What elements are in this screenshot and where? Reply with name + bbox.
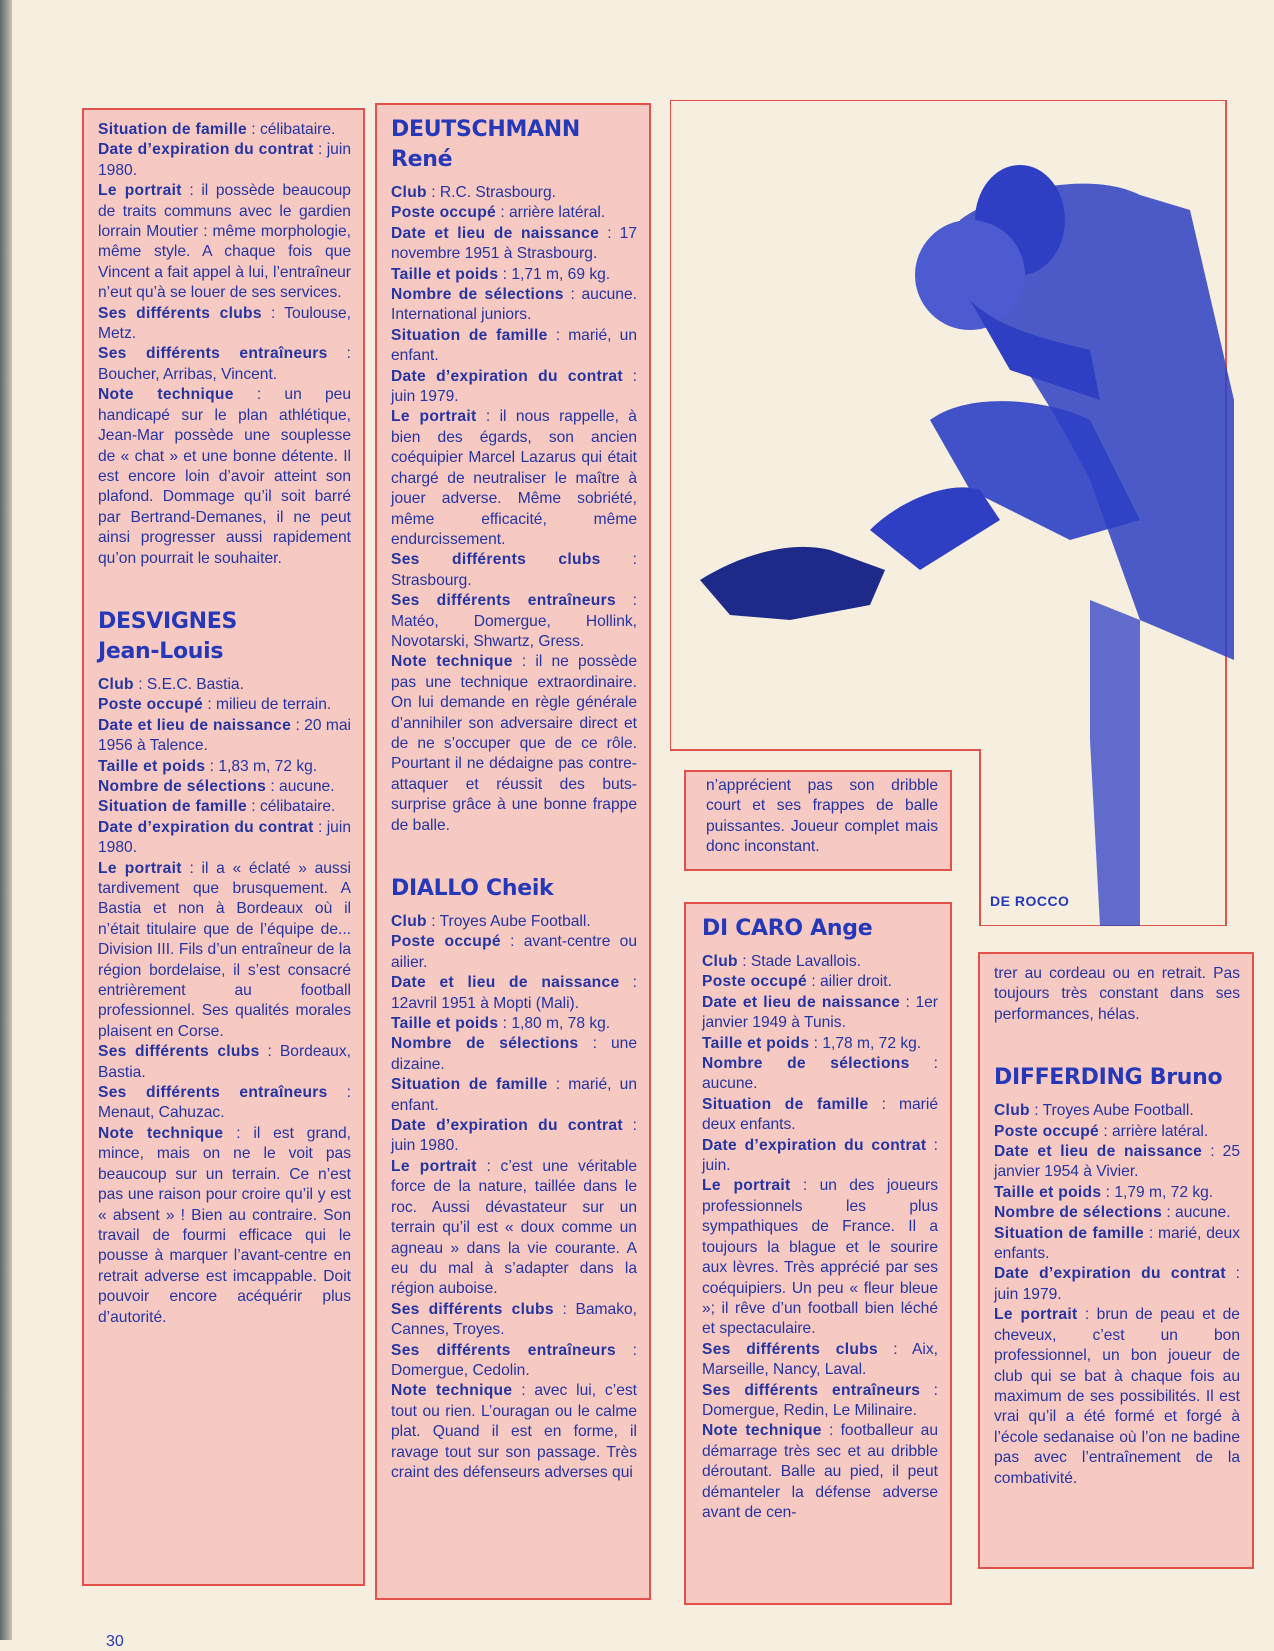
field-label: Club	[702, 953, 738, 970]
field-text: : 12avril 1951 à Mopti (Mali).	[391, 974, 637, 1012]
field-text: : Troyes Aube Football.	[426, 913, 591, 930]
field-text: : Domergue, Redin, Le Milinaire.	[702, 1381, 938, 1419]
field-label: Taille et poids	[994, 1183, 1102, 1201]
field-paragraph	[994, 1264, 1240, 1305]
field-paragraph	[391, 367, 637, 408]
field-paragraph	[391, 285, 637, 326]
field-label: Date et lieu de naissance	[391, 224, 600, 242]
field-text: : Matéo, Domergue, Hollink, Novotarski, Shwartz, Gress.	[391, 592, 637, 650]
field-paragraph	[702, 972, 938, 992]
field-label: Situation de famille	[994, 1224, 1144, 1242]
player-name-diallo: DIALLO Cheik	[391, 876, 554, 901]
field-label: Club	[391, 913, 427, 930]
field-label: Ses différents clubs	[98, 1043, 260, 1061]
field-paragraph	[391, 932, 637, 973]
field-label: Ses différents entraîneurs	[391, 1341, 616, 1359]
field-label: Taille et poids	[391, 1015, 499, 1033]
field-paragraph	[994, 1224, 1240, 1265]
field-paragraph	[994, 1305, 1240, 1489]
field-paragraph	[702, 1034, 938, 1054]
field-label: Date et lieu de naissance	[391, 974, 620, 992]
field-label: Situation de famille	[98, 121, 247, 138]
field-paragraph	[391, 1341, 637, 1382]
field-label: Poste occupé	[98, 696, 203, 714]
field-paragraph	[98, 777, 351, 797]
field-label: Club	[98, 675, 134, 693]
field-paragraph	[391, 912, 637, 932]
field-label: Note technique	[702, 1422, 822, 1440]
field-paragraph	[391, 1014, 637, 1034]
field-label: Note technique	[391, 1382, 513, 1400]
field-label: Date d’expiration du contrat	[702, 1136, 927, 1154]
field-text: : juin 1979.	[994, 1265, 1240, 1303]
field-paragraph	[98, 757, 351, 777]
field-label: Note technique	[391, 653, 513, 671]
field-paragraph	[702, 1381, 938, 1422]
field-text: : il nous rappelle, à bien des égards, son ancien coéquipier Marcel Lazarus qui était chargé de neutraliser le maître à jouer adverse. Même sobriété, même efficacité, même endurcissement.	[391, 408, 637, 548]
field-paragraph	[391, 1300, 637, 1341]
field-label: Ses différents entraîneurs	[391, 592, 616, 610]
field-label: Ses différents clubs	[98, 304, 262, 322]
field-label: Date d’expiration du contrat	[391, 1117, 623, 1135]
field-text: : Bordeaux, Bastia.	[98, 1043, 351, 1081]
page-number: 30	[106, 1633, 124, 1650]
field-text: : milieu de terrain.	[203, 696, 332, 714]
field-text: : 1,78 m, 72 kg.	[809, 1034, 922, 1052]
field-text: : marié, deux enfants.	[994, 1224, 1241, 1263]
field-paragraph	[98, 120, 351, 140]
field-paragraph	[98, 695, 351, 715]
field-paragraph	[391, 1034, 637, 1075]
field-label: Note technique	[98, 1124, 224, 1142]
field-text: : avant-centre ou ailier.	[391, 933, 637, 971]
field-text: : c’est une véritable force de la nature, taillée dans le roc. Aussi dévastateur sur un terrain qu’il est « doux comme un agneau » dans la vie courante. A eu du mal à s’adapter dans la région auboise.	[391, 1157, 637, 1298]
field-text: : 20 mai 1956 à Talence.	[98, 716, 351, 755]
page-binding-edge	[0, 0, 12, 1640]
field-text: : aucune.	[702, 1055, 938, 1093]
field-label: Le portrait	[391, 1157, 477, 1175]
field-paragraph	[98, 304, 351, 345]
field-label: Club	[994, 1102, 1030, 1120]
field-label: Date et lieu de naissance	[994, 1143, 1203, 1161]
field-label: Le portrait	[391, 408, 477, 426]
field-text: : Boucher, Arribas, Vincent.	[98, 345, 352, 383]
photo-caption: DE ROCCO	[990, 893, 1070, 909]
column-1-box	[82, 108, 365, 1586]
field-label: Le portrait	[994, 1306, 1078, 1324]
field-label: Situation de famille	[702, 1095, 869, 1113]
field-text: : juin 1980.	[98, 141, 351, 179]
field-label: Le portrait	[98, 859, 182, 877]
column-2-box	[375, 103, 651, 1600]
field-text: : Domergue, Cedolin.	[391, 1341, 637, 1379]
field-text: : S.E.C. Bastia.	[133, 675, 244, 693]
field-paragraph	[98, 181, 351, 303]
field-label: Le portrait	[98, 182, 182, 200]
field-text: : Stade Lavallois.	[737, 953, 861, 970]
field-text: : un des joueurs professionnels les plus sympathiques de France. Il a toujours la blague et le sourire aux lèvres. Très apprécié par ses coéquipiers. Un peu « fleur bleue »; il rêve d’un football bien léché et spectaculaire.	[702, 1177, 938, 1338]
field-text: : Menaut, Cahuzac.	[98, 1084, 352, 1122]
field-text: : célibataire.	[246, 798, 336, 816]
field-label: Taille et poids	[391, 265, 499, 283]
field-paragraph	[391, 265, 637, 285]
field-text: : Aix, Marseille, Nancy, Laval.	[702, 1340, 938, 1379]
field-text: : aucune. International juniors.	[391, 286, 637, 324]
field-paragraph	[994, 1122, 1240, 1142]
field-label: Ses différents entraîneurs	[98, 345, 328, 363]
field-label: Club	[391, 184, 427, 201]
player-name-dicaro: DI CARO Ange	[702, 916, 873, 941]
field-label: Poste occupé	[391, 204, 496, 222]
field-paragraph	[994, 1142, 1240, 1183]
field-paragraph	[702, 993, 938, 1034]
player-name-differding: DIFFERDING Bruno	[994, 1065, 1223, 1091]
field-text: : il possède beaucoup de traits communs avec le gardien lorrain Moutier : même morphologie, même style. A chaque fois que Vincent a fait appel à lui, l’entraîneur n’eut qu’à se louer de ses services.	[98, 182, 351, 302]
field-label: Le portrait	[702, 1177, 791, 1195]
field-paragraph	[391, 1157, 637, 1300]
field-label: Date d’expiration du contrat	[391, 367, 623, 385]
field-paragraph	[702, 1095, 938, 1136]
field-label: Ses différents clubs	[702, 1340, 879, 1358]
field-paragraph	[702, 952, 938, 972]
field-label: Ses différents clubs	[391, 1300, 554, 1318]
col4-continued-text: trer au cordeau ou en retrait. Pas toujours très constant dans ses performances, hélas.	[994, 965, 1240, 1023]
field-paragraph	[391, 591, 637, 652]
player-entry-differding	[994, 1101, 1240, 1489]
field-text: : célibataire.	[246, 121, 336, 138]
field-label: Situation de famille	[391, 326, 548, 344]
field-text: : il est grand, mince, mais on ne le voit pas beaucoup sur un terrain. Ce n’est pas une raison pour croire qu’il y est « absent » ! Bien au contraire. Son travail de fourmi efficace qui le pousse à marquer l’avant-centre en retrait adverse est imcappable. Doit pouvoir encore acéquérir plus d’autorité.	[98, 1124, 352, 1326]
field-paragraph	[98, 797, 351, 817]
field-paragraph	[98, 859, 351, 1043]
field-label: Situation de famille	[391, 1076, 548, 1094]
field-label: Poste occupé	[994, 1122, 1099, 1140]
field-label: Nombre de sélections	[98, 777, 267, 795]
field-text: : aucune.	[1162, 1204, 1231, 1222]
field-paragraph	[98, 344, 351, 385]
field-paragraph	[391, 1075, 637, 1116]
field-label: Date d’expiration du contrat	[994, 1265, 1226, 1283]
field-text: : 1,71 m, 69 kg.	[498, 265, 611, 283]
player-entry-deutschmann	[391, 183, 637, 836]
field-text: : arrière latéral.	[496, 204, 606, 222]
field-text: : juin 1980.	[98, 818, 351, 857]
field-paragraph	[98, 716, 351, 757]
field-label: Taille et poids	[98, 757, 206, 775]
field-paragraph	[702, 1176, 938, 1339]
field-paragraph	[391, 1381, 637, 1483]
field-paragraph	[702, 1136, 938, 1177]
field-label: Nombre de sélections	[702, 1055, 910, 1073]
field-label: Nombre de sélections	[994, 1204, 1163, 1222]
field-paragraph	[994, 1101, 1240, 1121]
field-text: : 1,79 m, 72 kg.	[1101, 1183, 1214, 1201]
field-paragraph	[702, 1054, 938, 1095]
column-4-box	[978, 952, 1254, 1569]
field-text: : ailier droit.	[807, 973, 892, 991]
field-label: Note technique	[98, 386, 234, 404]
field-text: : R.C. Strasbourg.	[426, 184, 556, 201]
field-paragraph	[98, 1124, 351, 1328]
field-label: Poste occupé	[702, 973, 807, 991]
field-label: Date d’expiration du contrat	[98, 818, 314, 836]
field-text: : Bamako, Cannes, Troyes.	[391, 1300, 637, 1339]
col1-continued-entry	[98, 120, 351, 569]
field-text: : juin.	[702, 1136, 938, 1175]
field-paragraph	[98, 140, 351, 181]
field-text: : marié, un enfant.	[391, 326, 637, 365]
field-label: Taille et poids	[702, 1034, 810, 1052]
field-label: Date et lieu de naissance	[702, 993, 900, 1011]
field-paragraph	[391, 183, 637, 203]
field-text: : il a « éclaté » aussi tardivement que brusquement. A Bastia et non à Bordeaux où il n’était titulaire que de l’équipe de... Division III. Fils d’un entraîneur de la région bordelaise, il s’est consacré entrièrement au football professionnel. Ses qualités morales plaisent en Corse.	[98, 859, 351, 1040]
field-text: : Strasbourg.	[391, 551, 638, 589]
field-label: Ses différents clubs	[391, 551, 601, 569]
field-label: Date et lieu de naissance	[98, 716, 292, 734]
field-text: : un peu handicapé sur le plan athlétique, Jean-Mar possède une souplesse de « chat » et une bonne détente. Il est encore loin d’avoir atteint son plafond. Dommage qu’il soit barré par Bertrand-Demanes, il ne peut ainsi progresser aussi rapidement qu’on pourrait le souhaiter.	[98, 386, 351, 567]
field-label: Date d’expiration du contrat	[98, 141, 314, 159]
field-text: : 25 janvier 1954 à Vivier.	[994, 1143, 1240, 1181]
field-paragraph	[391, 652, 637, 836]
field-paragraph	[98, 1083, 351, 1124]
field-text: : brun de peau et de cheveux, c’est un bon professionnel, un bon joueur de club qui se bat à chaque fois au maximum de ses possibilités. Il est vrai qu’il a été formé et forgé à l’école sedanaise où l’on ne badine pas avec l’entraînement de la combativité.	[994, 1306, 1240, 1487]
column-3-box-lower	[684, 902, 952, 1605]
player-entry-desvignes	[98, 675, 351, 1328]
field-paragraph	[98, 675, 351, 695]
field-paragraph	[994, 1203, 1240, 1223]
field-paragraph	[391, 326, 637, 367]
field-text: : juin 1980.	[391, 1117, 637, 1155]
field-text: : Troyes Aube Football.	[1029, 1102, 1194, 1120]
field-label: Nombre de sélections	[391, 286, 564, 304]
col3-continued-text: n’apprécient pas son dribble court et ses frappes de balle puissantes. Joueur complet mais donc inconstant.	[706, 777, 938, 856]
player-entry-dicaro	[702, 952, 938, 1523]
field-paragraph	[98, 1042, 351, 1083]
field-paragraph	[391, 407, 637, 550]
field-text: : aucune.	[266, 777, 335, 795]
field-text: : avec lui, c’est tout ou rien. L’ouragan ou le calme plat. Quand il est en forme, il ravage tout sur son passage. Très craint des défenseurs adverses qui	[391, 1382, 637, 1481]
field-paragraph	[98, 385, 351, 569]
field-text: : marié, un enfant.	[391, 1076, 637, 1114]
field-text: : 1er janvier 1949 à Tunis.	[702, 993, 938, 1032]
field-label: Ses différents entraîneurs	[702, 1381, 921, 1399]
field-label: Poste occupé	[391, 933, 501, 951]
field-paragraph	[391, 203, 637, 223]
field-text: : 17 novembre 1951 à Strasbourg.	[391, 224, 637, 263]
player-name-desvignes: DESVIGNES	[98, 608, 237, 634]
player-name-deutschmann: DEUTSCHMANN René	[391, 117, 581, 172]
field-text: : 1,80 m, 78 kg.	[498, 1015, 611, 1033]
field-paragraph	[702, 1340, 938, 1381]
field-text: : Toulouse, Metz.	[98, 304, 351, 343]
field-text: : juin 1979.	[391, 367, 637, 406]
field-text: : marié deux enfants.	[702, 1095, 938, 1134]
field-paragraph	[391, 550, 637, 591]
field-paragraph	[98, 818, 351, 859]
field-text: : 1,83 m, 72 kg.	[205, 757, 318, 775]
field-text: : une dizaine.	[391, 1035, 637, 1073]
field-label: Ses différents entraîneurs	[98, 1084, 328, 1102]
column-3-box	[684, 770, 952, 871]
field-paragraph	[391, 224, 637, 265]
field-paragraph	[391, 1116, 637, 1157]
field-text: : il ne possède pas une technique extraordinaire. On lui demande en règle générale d’annihiler son adversaire direct et de ne s’occuper que de ce rôle. Pourtant il ne dédaigne pas contre-attaquer et réussit des buts-surprise grâce à une bonne frappe de balle.	[391, 653, 637, 834]
field-paragraph	[994, 1183, 1240, 1203]
player-firstname-desvignes: Jean-Louis	[98, 638, 224, 664]
field-text: : footballeur au démarrage très sec et au dribble déroutant. Balle au pied, il peut démanteler la défense adverse avant de cen-	[702, 1422, 939, 1521]
field-text: : arrière latéral.	[1099, 1122, 1209, 1140]
field-label: Nombre de sélections	[391, 1035, 579, 1053]
field-label: Situation de famille	[98, 798, 247, 816]
field-paragraph	[702, 1421, 938, 1523]
field-paragraph	[391, 973, 637, 1014]
player-entry-diallo	[391, 912, 637, 1483]
